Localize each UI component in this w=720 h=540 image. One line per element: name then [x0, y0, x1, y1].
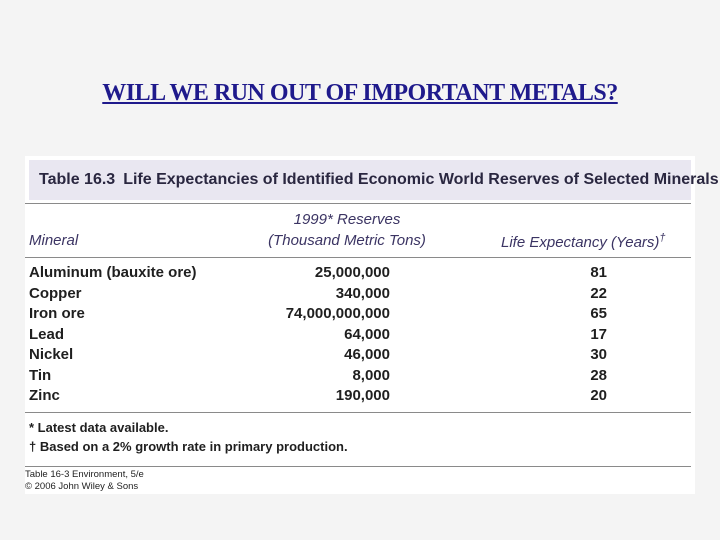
slide-title: WILL WE RUN OUT OF IMPORTANT METALS?	[102, 80, 618, 106]
table-caption	[29, 160, 719, 200]
header-rule	[25, 257, 691, 258]
table-notes	[29, 418, 348, 456]
reserves-cell: 190,000	[335, 387, 390, 404]
table-body	[25, 263, 695, 407]
mineral-cell: Lead	[29, 325, 65, 343]
life-cell: 28	[590, 366, 607, 384]
source-line-1: Table 16-3 Environment, 5/e	[25, 469, 144, 480]
column-header-reserves-line2: (Thousand Metric Tons)	[268, 232, 426, 249]
reserves-cell: 74,000,000,000	[285, 305, 390, 322]
life-cell: 20	[590, 387, 607, 404]
note-latest-data: * Latest data available.	[29, 420, 169, 435]
reserves-cell: 8,000	[352, 366, 390, 384]
note-growth-rate: † Based on a 2% growth rate in primary production.	[29, 439, 348, 454]
mineral-cell: Tin	[29, 366, 52, 384]
mineral-cell: Aluminum (bauxite ore)	[29, 264, 197, 281]
column-header-mineral: Mineral	[29, 232, 79, 249]
reserves-cell: 46,000	[344, 346, 390, 363]
notes-rule	[25, 466, 691, 467]
column-header-reserves	[257, 209, 437, 251]
source-line-2: © 2006 John Wiley & Sons	[25, 481, 139, 492]
column-header-reserves-line1: 1999* Reserves	[293, 211, 401, 228]
table-row	[25, 386, 695, 407]
table-row	[25, 366, 695, 387]
table-figure	[25, 156, 719, 494]
table-row	[25, 304, 695, 325]
column-header-life	[501, 232, 666, 251]
table-number: Table 16.3	[39, 171, 116, 188]
life-cell: 30	[590, 346, 607, 363]
dagger-mark: †	[659, 232, 666, 244]
table-row	[25, 325, 695, 346]
life-cell: 17	[590, 325, 607, 343]
life-cell: 22	[590, 284, 607, 302]
mineral-cell: Iron ore	[29, 305, 85, 322]
life-cell: 65	[590, 305, 607, 322]
mineral-cell: Copper	[29, 284, 82, 302]
table-row	[25, 345, 695, 366]
column-header-life-text: Life Expectancy (Years)	[501, 234, 660, 251]
table-row	[25, 263, 695, 284]
reserves-cell: 25,000,000	[314, 264, 390, 281]
mineral-cell: Nickel	[29, 346, 74, 363]
body-rule	[25, 412, 691, 413]
table-caption-text: Life Expectancies of Identified Economic World Reserves of Selected Minerals	[123, 171, 719, 188]
caption-rule	[25, 203, 691, 204]
mineral-cell: Zinc	[29, 387, 60, 404]
reserves-cell: 340,000	[335, 284, 390, 302]
table-row	[25, 284, 695, 305]
reserves-cell: 64,000	[344, 325, 390, 343]
life-cell: 81	[590, 264, 607, 281]
source-credit	[25, 469, 144, 493]
